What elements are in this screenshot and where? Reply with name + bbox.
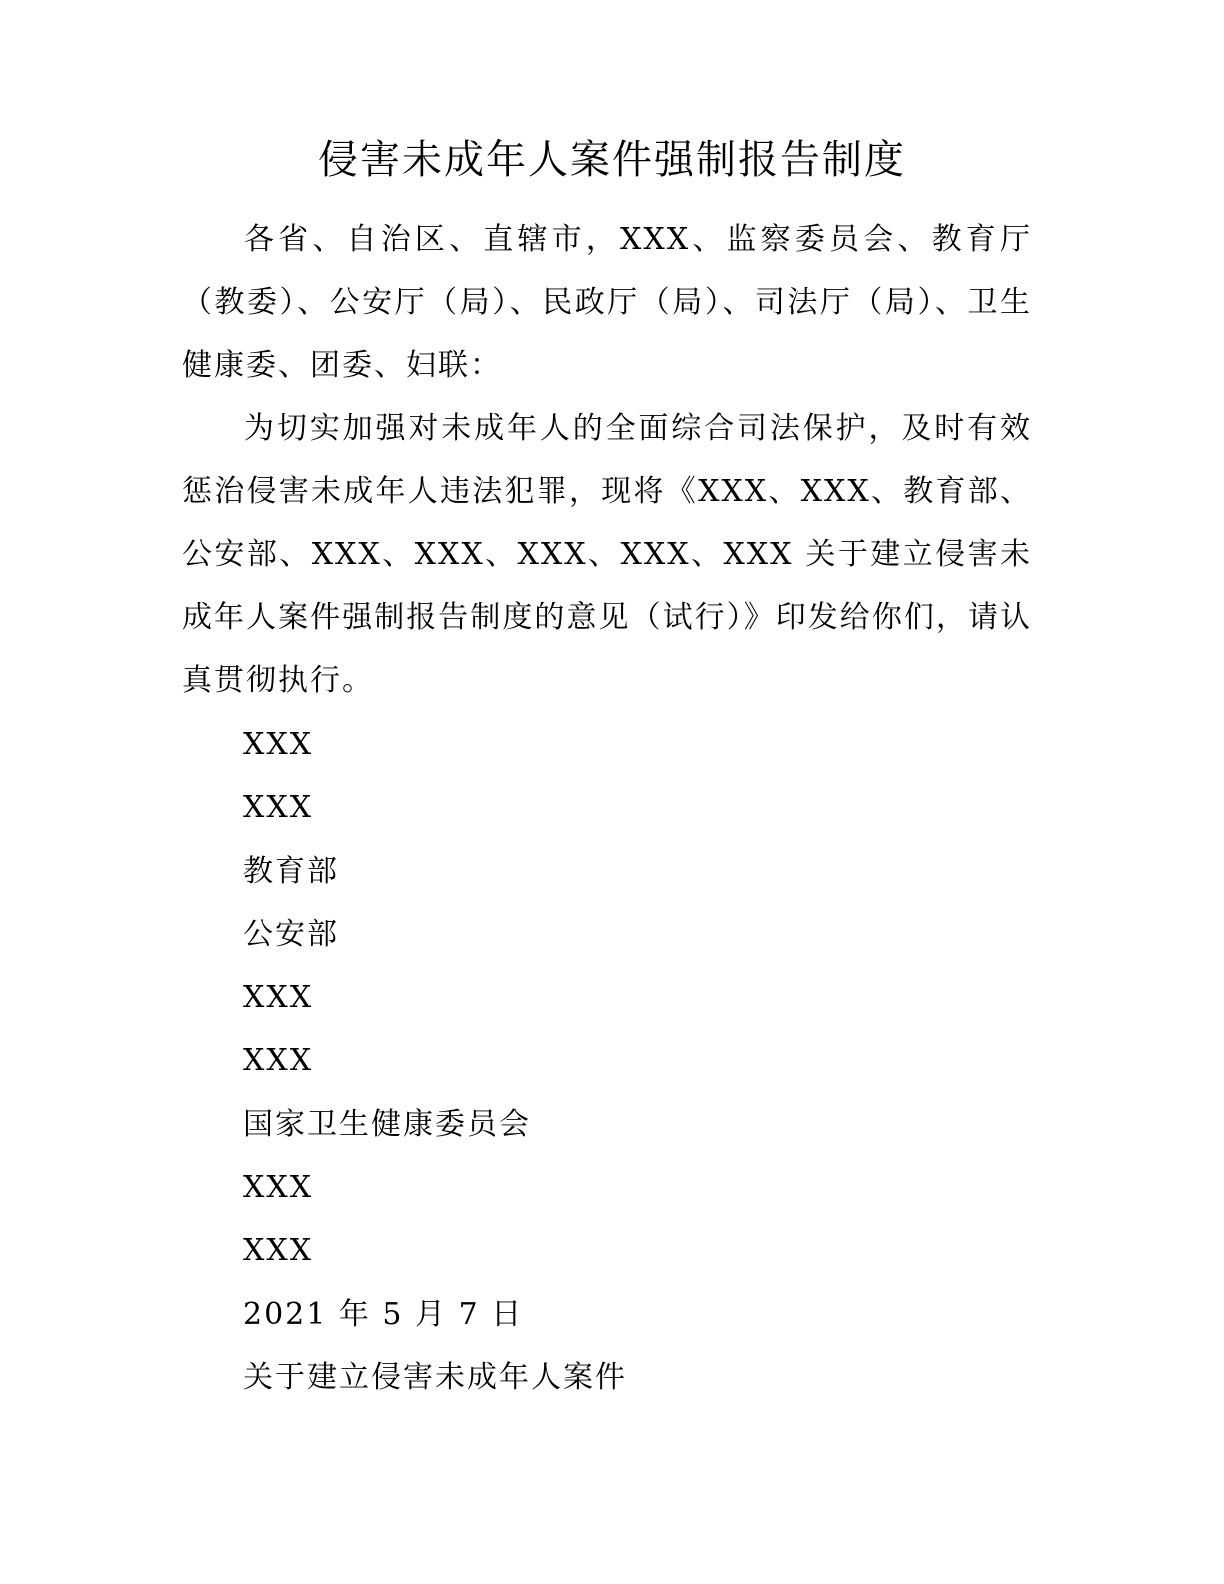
signatory-list — [243, 713, 1023, 1409]
body-paragraph: 为切实加强对未成年人的全面综合司法保护，及时有效惩治侵害未成年人违法犯罪，现将《XXX、XXX、教育部、公安部、XXX、XXX、XXX、XXX、XXX 关于建立侵害未成年人案件强制报告制度的意见（试行）》印发给你们，请认真贯彻执行。 — [182, 411, 1032, 698]
signatory-item: XXX — [243, 1233, 314, 1269]
signatory-item: XXX — [243, 1043, 314, 1079]
document-title: 侵害未成年人案件强制报告制度 — [318, 137, 906, 183]
section-heading: 关于建立侵害未成年人案件 — [243, 1359, 627, 1395]
salutation-paragraph: 各省、自治区、直辖市，XXX、监察委员会、教育厅（教委）、公安厅（局）、民政厅（局）、司法厅（局）、卫生健康委、团委、妇联： — [182, 222, 1032, 383]
signatory-item: 公安部 — [243, 916, 339, 952]
signatory-item: 教育部 — [243, 853, 339, 889]
signatory-item: XXX — [243, 1170, 314, 1206]
signatory-item: XXX — [243, 790, 314, 826]
document-date: 2021 年 5 月 7 日 — [243, 1296, 524, 1332]
signatory-item: XXX — [243, 980, 314, 1016]
signatory-item: XXX — [243, 727, 314, 762]
signatory-item: 国家卫生健康委员会 — [243, 1106, 531, 1142]
